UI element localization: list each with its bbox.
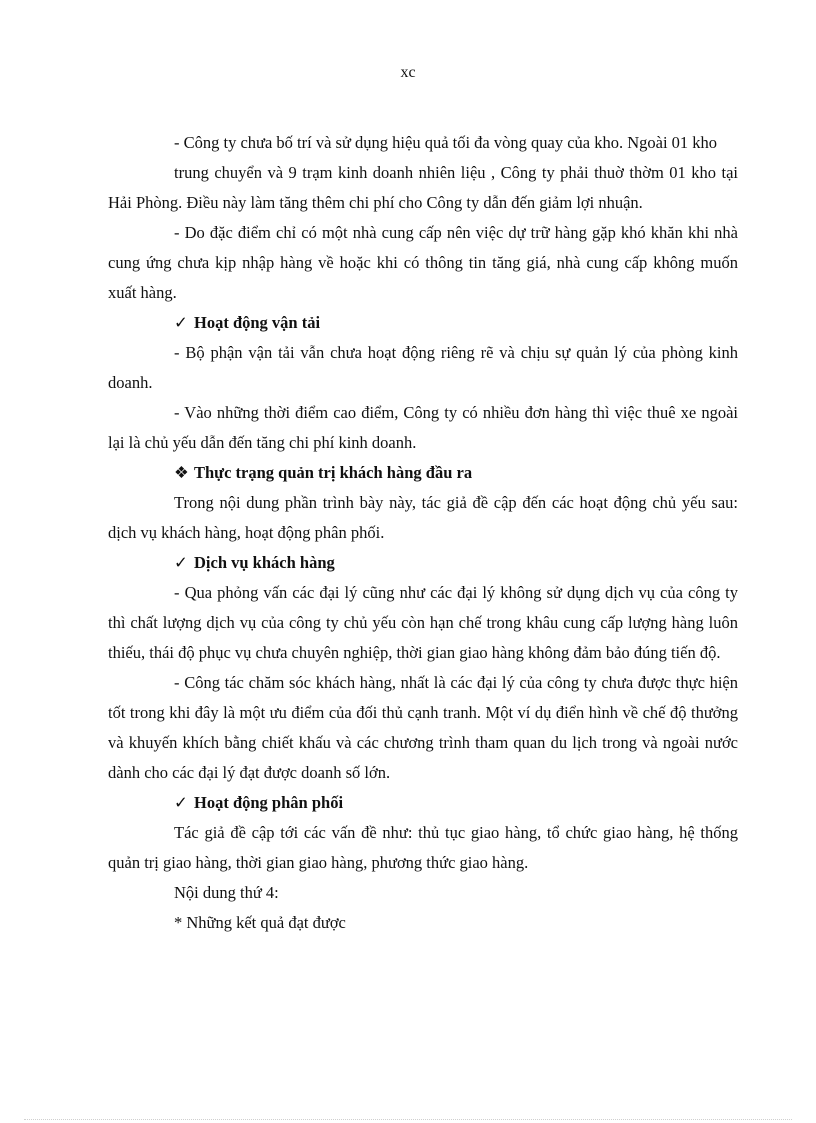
paragraph: * Những kết quả đạt được — [174, 913, 346, 932]
check-icon: ✓ — [174, 553, 188, 572]
section-heading — [108, 788, 738, 818]
dash-marker: - — [174, 583, 185, 602]
heading-text: Thực trạng quản trị khách hàng đầu ra — [194, 463, 473, 482]
check-icon: ✓ — [174, 793, 188, 812]
paragraph-text: Vào những thời điểm cao điểm, Công ty có nhiều đơn hàng thì việc thuê xe ngoài lại là chủ yếu dẫn đến tăng chi phí kinh doanh. — [108, 403, 738, 452]
dash-marker: - — [174, 343, 186, 362]
paragraph-text: Qua phỏng vấn các đại lý cũng như các đại lý không sử dụng dịch vụ của công ty thì chất lượng dịch vụ của công ty chủ yếu còn hạn chế trong khâu cung cấp lượng hàng luôn thiếu, thái độ phục vụ chưa chuyên nghiệp, thời gian giao hàng không đảm bảo đúng tiến độ. — [108, 583, 738, 662]
section-heading — [108, 458, 738, 488]
dash-marker: - — [174, 223, 185, 242]
bullet-paragraph — [108, 668, 738, 788]
paragraph: Nội dung thứ 4: — [174, 883, 279, 902]
page-header: xc — [400, 64, 416, 81]
check-icon: ✓ — [174, 313, 188, 332]
paragraph-text: Công tác chăm sóc khách hàng, nhất là các đại lý của công ty chưa được thực hiện tốt trong khi đây là một ưu điểm của đối thủ cạnh tranh. Một ví dụ điển hình về chế độ thưởng và khuyến khích bằng chiết khấu và các chương trình tham quan du lịch trong và ngoài nước dành cho các đại lý đạt được doanh số lớn. — [108, 673, 739, 782]
bullet-paragraph — [108, 218, 738, 308]
dash-marker: - — [174, 403, 185, 422]
heading-text: Hoạt động vận tải — [194, 313, 321, 332]
dash-marker: - — [174, 133, 184, 152]
bullet-paragraph — [108, 398, 738, 458]
paragraph-text: Bộ phận vận tải vẫn chưa hoạt động riêng rẽ và chịu sự quản lý của phòng kinh doanh. — [108, 343, 739, 392]
dash-marker: - — [174, 673, 185, 692]
section-heading — [108, 548, 738, 578]
page-bottom-divider — [24, 1119, 792, 1120]
paragraph: Trong nội dung phần trình bày này, tác giả đề cập đến các hoạt động chủ yếu sau: dịch vụ khách hàng, hoạt động phân phối. — [108, 493, 738, 542]
bullet-paragraph — [108, 128, 738, 158]
bullet-paragraph — [108, 578, 738, 668]
bullet-paragraph — [108, 338, 738, 398]
heading-text: Dịch vụ khách hàng — [194, 553, 335, 572]
paragraph-text: Do đặc điểm chỉ có một nhà cung cấp nên việc dự trữ hàng gặp khó khăn khi nhà cung ứng chưa kịp nhập hàng về hoặc khi có thông tin tăng giá, nhà cung cấp không muốn xuất hàng. — [108, 223, 738, 302]
document-body — [108, 128, 739, 938]
heading-text: Hoạt động phân phối — [194, 793, 344, 812]
diamond-bullet-icon: ❖ — [174, 463, 189, 482]
section-heading — [108, 308, 738, 338]
paragraph: Tác giả đề cập tới các vấn đề như: thủ tục giao hàng, tổ chức giao hàng, hệ thống quản trị giao hàng, thời gian giao hàng, phương thức giao hàng. — [108, 823, 738, 872]
paragraph-text: Công ty chưa bố trí và sử dụng hiệu quả tối đa vòng quay của kho. Ngoài 01 kho — [183, 133, 718, 152]
paragraph: trung chuyển và 9 trạm kinh doanh nhiên liệu , Công ty phải thuờ thờm 01 kho tại Hải Phòng. Điều này làm tăng thêm chi phí cho Công ty dẫn đến giảm lợi nhuận. — [108, 163, 738, 212]
